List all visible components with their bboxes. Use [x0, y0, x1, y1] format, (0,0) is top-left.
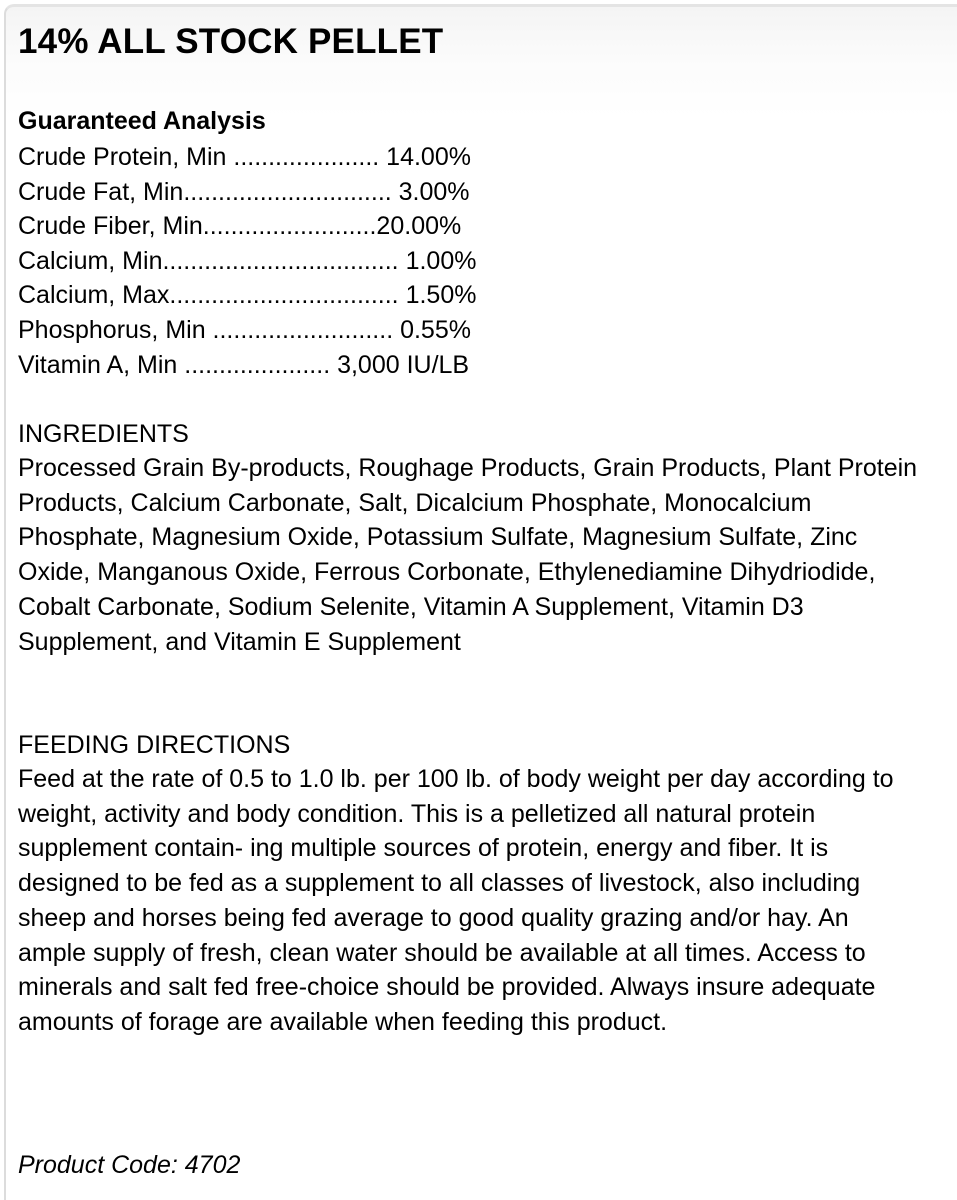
ingredients-heading: INGREDIENTS: [18, 420, 189, 448]
analysis-row-crude-fiber: Crude Fiber, Min.........................20.00%: [18, 212, 462, 241]
guaranteed-analysis-list: [18, 140, 476, 382]
feeding-directions-heading: FEEDING DIRECTIONS: [18, 731, 291, 759]
analysis-row-crude-protein: Crude Protein, Min ..................... 14.00%: [18, 143, 471, 171]
guaranteed-analysis-heading: Guaranteed Analysis: [18, 107, 266, 135]
product-code: Product Code: 4702: [18, 1151, 241, 1179]
analysis-row-vitamin-a: Vitamin A, Min ..................... 3,000 IU/LB: [18, 350, 470, 379]
analysis-row-calcium-min: Calcium, Min.................................. 1.00%: [18, 246, 477, 275]
analysis-row-crude-fat: Crude Fat, Min.............................. 3.00%: [18, 177, 470, 206]
feeding-directions-text: Feed at the rate of 0.5 to 1.0 lb. per 100 lb. of body weight per day according to weight, activity and body condition. This is a pelletized all natural protein supplement contain- ing multiple sources of protein, energy and fiber. It is designed to be fed as a supplement to all classes of livestock, also including sheep and horses being fed average to good quality grazing and/or hay. An ample supply of fresh, clean water should be available at all times. Access to minerals and salt fed free-choice should be provided. Always insure adequate amounts of forage are available when feeding this product.: [18, 765, 894, 1036]
ingredients-text: Processed Grain By-products, Roughage Products, Grain Products, Plant Protein Products, Calcium Carbonate, Salt, Dicalcium Phosphate, Monocalcium Phosphate, Magnesium Oxide, Potassium Sulfate, Magnesium Sulfate, Zinc Oxide, Manganous Oxide, Ferrous Corbonate, Ethylenediamine Dihydriodide, Cobalt Carbonate, Sodium Selenite, Vitamin A Supplement, Vitamin D3 Supplement, and Vitamin E Supplement: [18, 454, 918, 656]
product-title: 14% ALL STOCK PELLET: [18, 22, 444, 61]
analysis-row-phosphorus: Phosphorus, Min .......................... 0.55%: [18, 315, 471, 344]
analysis-row-calcium-max: Calcium, Max................................. 1.50%: [18, 281, 477, 310]
